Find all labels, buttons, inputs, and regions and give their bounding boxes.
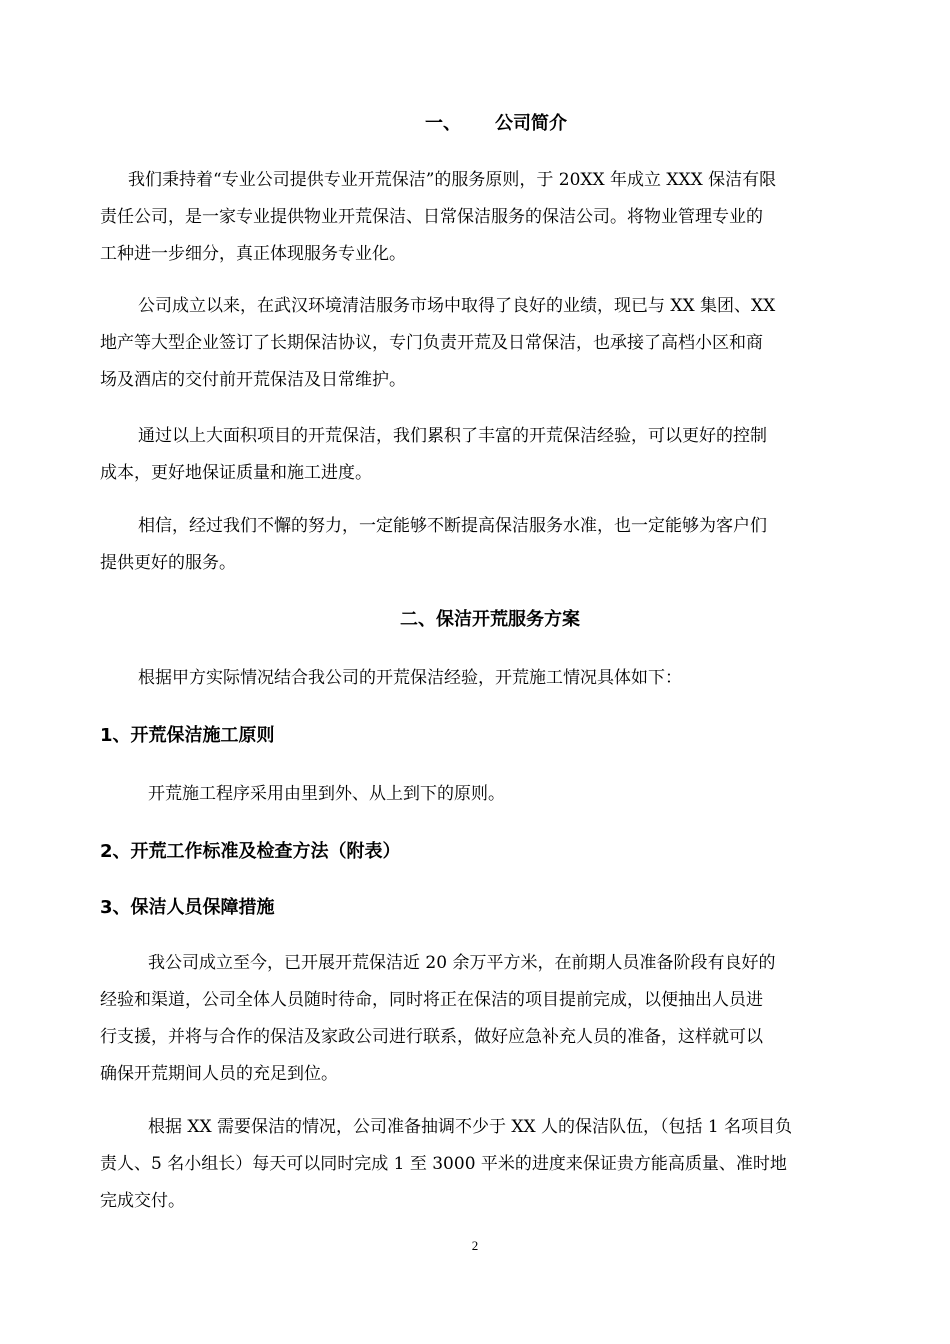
text-line: 公司成立以来，在武汉环境清洁服务市场中取得了良好的业绩，现已与 XX 集团、XX xyxy=(138,296,776,316)
section1-title: 公司简介 xyxy=(495,113,567,134)
subsection3-paragraph-1 xyxy=(100,945,852,1093)
text-line: 完成交付。 xyxy=(100,1191,185,1211)
text-line: 通过以上大面积项目的开荒保洁，我们累积了丰富的开荒保洁经验，可以更好的控制 xyxy=(138,426,767,446)
subsection1-text xyxy=(100,776,852,813)
text-line: 经验和渠道，公司全体人员随时待命，同时将正在保洁的项目提前完成，以便抽出人员进 xyxy=(100,990,763,1010)
section1-paragraph-2 xyxy=(100,288,852,399)
text-line: 确保开荒期间人员的充足到位。 xyxy=(100,1064,338,1084)
section1-paragraph-3 xyxy=(100,418,852,492)
text-line: 我们秉持着“专业公司提供专业开荒保洁”的服务原则，于 20XX 年成立 XXX 保洁有限 xyxy=(128,170,777,190)
page-number: 2 xyxy=(471,1238,479,1253)
text-line: 根据甲方实际情况结合我公司的开荒保洁经验，开荒施工情况具体如下： xyxy=(138,668,682,688)
text-line: 我公司成立至今，已开展开荒保洁近 20 余万平方米，在前期人员准备阶段有良好的 xyxy=(148,953,776,973)
section2-title: 二、保洁开荒服务方案 xyxy=(400,609,580,630)
text-line: 提供更好的服务。 xyxy=(100,553,236,573)
text-line: 根据 XX 需要保洁的情况，公司准备抽调不少于 XX 人的保洁队伍，（包括 1 名项目负 xyxy=(148,1117,793,1137)
subsection3-title: 3、保洁人员保障措施 xyxy=(100,897,275,918)
text-line: 开荒施工程序采用由里到外、从上到下的原则。 xyxy=(148,784,505,804)
section1-paragraph-1 xyxy=(100,162,852,273)
text-line: 相信，经过我们不懈的努力，一定能够不断提高保洁服务水准，也一定能够为客户们 xyxy=(138,516,767,536)
text-line: 责任公司，是一家专业提供物业开荒保洁、日常保洁服务的保洁公司。将物业管理专业的 xyxy=(100,207,763,227)
subsection2-title: 2、开荒工作标准及检查方法（附表） xyxy=(100,841,401,862)
section1-number: 一、 xyxy=(425,113,461,134)
section2-intro xyxy=(100,660,852,697)
text-line: 场及酒店的交付前开荒保洁及日常维护。 xyxy=(100,370,406,390)
section1-paragraph-4 xyxy=(100,508,852,582)
text-line: 工种进一步细分，真正体现服务专业化。 xyxy=(100,244,406,264)
text-line: 成本，更好地保证质量和施工进度。 xyxy=(100,463,372,483)
text-line: 地产等大型企业签订了长期保洁协议，专门负责开荒及日常保洁，也承接了高档小区和商 xyxy=(100,333,763,353)
subsection1-title: 1、开荒保洁施工原则 xyxy=(100,725,275,746)
subsection3-paragraph-2 xyxy=(100,1109,852,1220)
text-line: 行支援，并将与合作的保洁及家政公司进行联系，做好应急补充人员的准备，这样就可以 xyxy=(100,1027,763,1047)
text-line: 责人、5 名小组长）每天可以同时完成 1 至 3000 平米的进度来保证贵方能高质量、准时地 xyxy=(100,1154,787,1174)
